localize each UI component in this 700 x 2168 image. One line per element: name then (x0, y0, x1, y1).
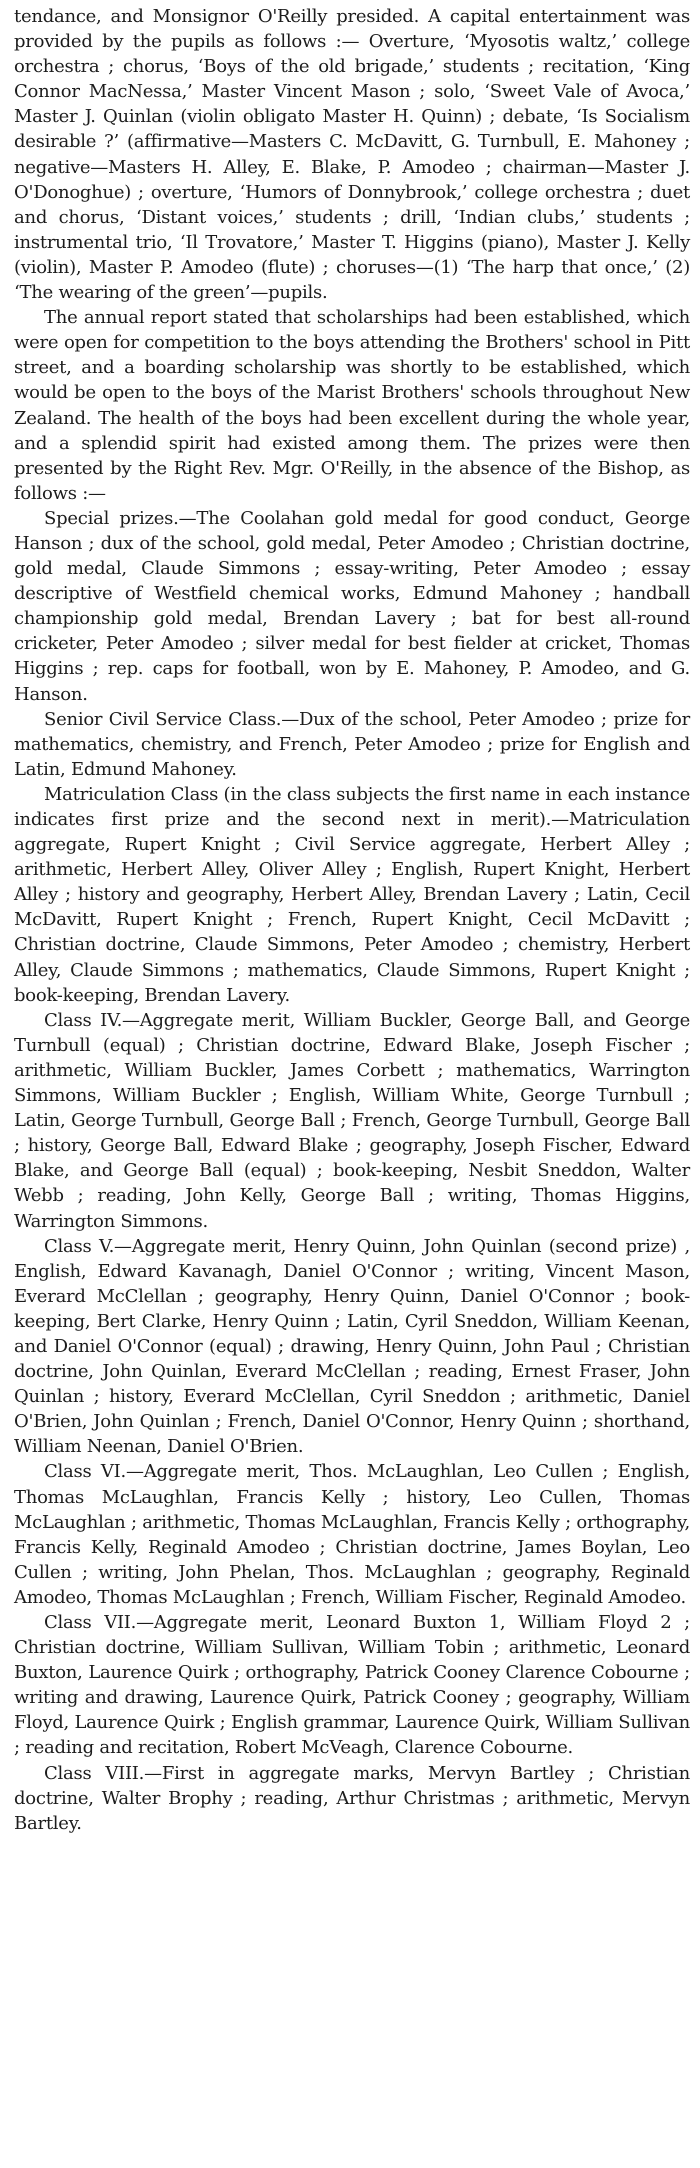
paragraph-special-prizes: Special prizes.—The Coolahan gold medal for good conduct, George Hanson ; dux of the school, gold medal, Peter Amodeo ; Christian doctrine, gold medal, Claude Simmons ; essay-writing, Peter Amodeo ; essay descriptive of Westfield chemical works, Edmund Mahoney ; handball championship gold medal, Brendan Lavery ; bat for best all-round cricketer, Peter Amodeo ; silver medal for best fielder at cricket, Thomas Higgins ; rep. caps for football, won by E. Mahoney, P. Amodeo, and G. Hanson. (14, 507, 690, 705)
paragraph-class-iv: Class IV.—Aggregate merit, William Buckler, George Ball, and George Turnbull (equal) ; Christian doctrine, Edward Blake, Joseph Fischer ; arithmetic, William Buckler, James Corbett ; mathematics, Warrington Simmons, William Buckler ; English, William White, George Turnbull ; Latin, George Turnbull, George Ball ; French, George Turnbull, George Ball ; history, George Ball, Edward Blake ; geography, Joseph Fischer, Edward Blake, and George Ball (equal) ; book-keeping, Nesbit Sneddon, Walter Webb ; reading, John Kelly, George Ball ; writing, Thomas Higgins, Warrington Simmons. (14, 1009, 690, 1232)
paragraph-class-viii: Class VIII.—First in aggregate marks, Mervyn Bartley ; Christian doctrine, Walter Brophy ; reading, Arthur Christmas ; arithmetic, Mervyn Bartley. (14, 1762, 690, 1834)
paragraph-senior-civil-service: Senior Civil Service Class.—Dux of the school, Peter Amodeo ; prize for mathematics, chemistry, and French, Peter Amodeo ; prize for English and Latin, Edmund Mahoney. (14, 708, 690, 780)
paragraph-class-vi: Class VI.—Aggregate merit, Thos. McLaughlan, Leo Cullen ; English, Thomas McLaughlan, Francis Kelly ; history, Leo Cullen, Thomas McLaughlan ; arithmetic, Thomas McLaughlan, Francis Kelly ; orthography, Francis Kelly, Reginald Amodeo ; Christian doctrine, James Boylan, Leo Cullen ; writing, John Phelan, Thos. McLaughlan ; geography, Reginald Amodeo, Thomas McLaughlan ; French, William Fischer, Reginald Amodeo. (14, 1461, 690, 1608)
paragraph-entertainment: tendance, and Monsignor O'Reilly presided. A capital entertainment was provided by the pupils as follows :— Overture, ‘Myosotis waltz,’ college orchestra ; chorus, ‘Boys of the old brigade,’ students ; recitation, ‘King Connor MacNessa,’ Master Vincent Mason ; solo, ‘Sweet Vale of Avoca,’ Master J. Quinlan (violin obligato Master H. Quinn) ; debate, ‘Is Socialism desirable ?’ (affirmative—Masters C. McDavitt, G. Turnbull, E. Mahoney ; negative—Masters H. Alley, E. Blake, P. Amodeo ; chairman—Master J. O'Donoghue) ; overture, ‘Humors of Donnybrook,’ college orchestra ; duet and chorus, ‘Distant voices,’ students ; drill, ‘Indian clubs,’ students ; instrumental trio, ‘Il Trovatore,’ Master T. Higgins (piano), Master J. Kelly (violin), Master P. Amodeo (flute) ; choruses—(1) ‘The harp that once,’ (2) ‘The wearing of the green’—pupils. (14, 6, 690, 304)
paragraph-class-v: Class V.—Aggregate merit, Henry Quinn, John Quinlan (second prize) , English, Edward Kavanagh, Daniel O'Connor ; writing, Vincent Mason, Everard McClellan ; geography, Henry Quinn, Daniel O'Connor ; book-keeping, Bert Clarke, Henry Quinn ; Latin, Cyril Sneddon, William Keenan, and Daniel O'Connor (equal) ; drawing, Henry Quinn, John Paul ; Christian doctrine, John Quinlan, Everard McClellan ; reading, Ernest Fraser, John Quinlan ; history, Everard McClellan, Cyril Sneddon ; arithmetic, Daniel O'Brien, John Quinlan ; French, Daniel O'Connor, Henry Quinn ; shorthand, William Neenan, Daniel O'Brien. (14, 1235, 690, 1458)
paragraph-matriculation: Matriculation Class (in the class subjects the first name in each instance indicates first prize and the second next in merit).—Matriculation aggregate, Rupert Knight ; Civil Service aggregate, Herbert Alley ; arithmetic, Herbert Alley, Oliver Alley ; English, Rupert Knight, Herbert Alley ; history and geography, Herbert Alley, Brendan Lavery ; Latin, Cecil McDavitt, Rupert Knight ; French, Rupert Knight, Cecil McDavitt ; Christian doctrine, Claude Simmons, Peter Amodeo ; chemistry, Herbert Alley, Claude Simmons ; mathematics, Claude Simmons, Rupert Knight ; book-keeping, Brendan Lavery. (14, 783, 690, 1006)
paragraph-annual-report: The annual report stated that scholarships had been established, which were open for competition to the boys attending the Brothers' school in Pitt street, and a boarding scholarship was shortly to be established, which would be open to the boys of the Marist Brothers' schools throughout New Zealand. The health of the boys had been excellent during the whole year, and a splendid spirit had existed among them. The prizes were then presented by the Right Rev. Mgr. O'Reilly, in the absence of the Bishop, as follows :— (14, 307, 690, 504)
paragraph-class-vii: Class VII.—Aggregate merit, Leonard Buxton 1, William Floyd 2 ; Christian doctrine, William Sullivan, William Tobin ; arithmetic, Leonard Buxton, Laurence Quirk ; orthography, Patrick Cooney Clarence Cobourne ; writing and drawing, Laurence Quirk, Patrick Cooney ; geography, William Floyd, Laurence Quirk ; English grammar, Laurence Quirk, William Sullivan ; reading and recitation, Robert McVeagh, Clarence Cobourne. (14, 1612, 690, 1759)
